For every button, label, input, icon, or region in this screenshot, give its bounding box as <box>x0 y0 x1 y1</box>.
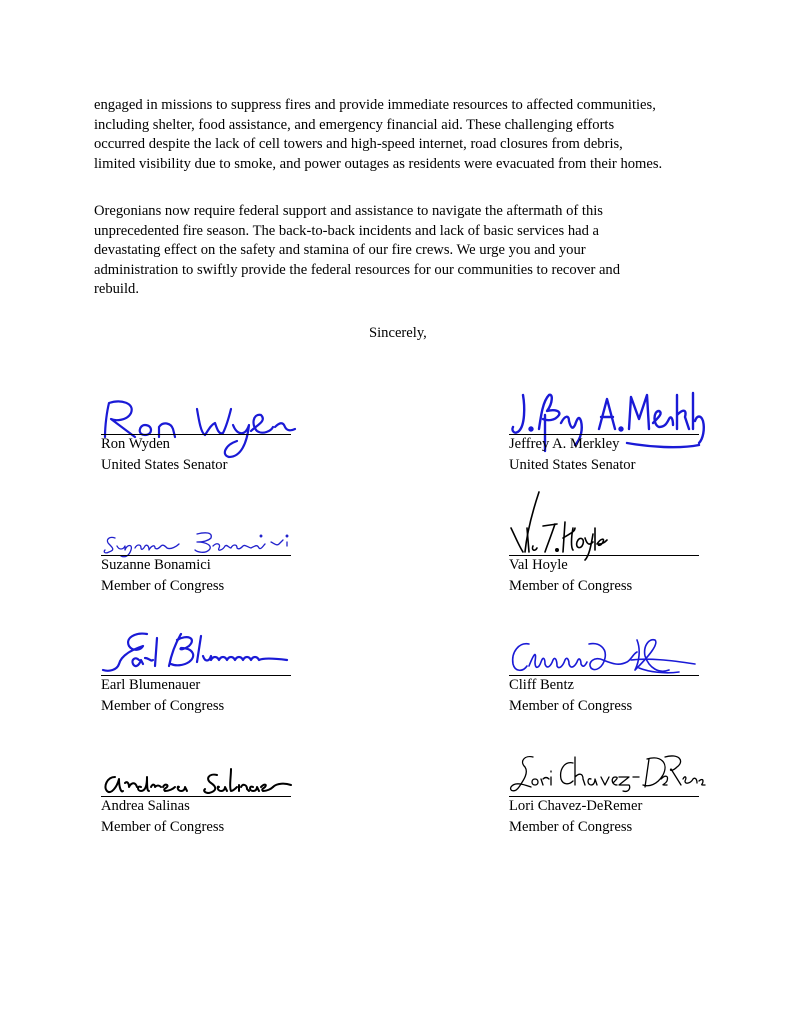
body-paragraph-2 <box>94 202 734 300</box>
text-line: engaged in missions to suppress fires and provide immediate resources to affected communities, <box>94 97 656 113</box>
signatory-title: Member of Congress <box>101 819 225 835</box>
signatory-title: Member of Congress <box>509 698 633 714</box>
text-line: including shelter, food assistance, and emergency financial aid. These challenging efforts <box>94 116 615 133</box>
text-line: devastating effect on the safety and stamina of our fire crews. We urge you and your <box>94 242 586 259</box>
text-line: rebuild. <box>94 281 139 298</box>
text-line: unprecedented fire season. The back-to-back incidents and lack of basic services had a <box>94 222 600 239</box>
text-line: limited visibility due to smoke, and power outages as residents were evacuated from their homes. <box>94 155 663 172</box>
signatory-name: Suzanne Bonamici <box>101 557 211 573</box>
closing: Sincerely, <box>369 325 427 341</box>
text-line: Oregonians now require federal support and assistance to navigate the aftermath of this <box>94 203 603 219</box>
text-line: occurred despite the lack of cell towers and high-speed internet, road closures from debris, <box>94 136 623 153</box>
signatory-title: Member of Congress <box>101 578 225 594</box>
signatory-name: Lori Chavez-DeRemer <box>509 798 643 814</box>
signatory-title: Member of Congress <box>101 698 225 714</box>
signatory-name: Val Hoyle <box>509 557 568 573</box>
body-paragraph-1 <box>94 96 734 174</box>
signatory-name: Jeffrey A. Merkley <box>509 436 620 452</box>
signatory-name: Earl Blumenauer <box>101 677 201 693</box>
signatory-name: Ron Wyden <box>101 436 170 452</box>
signatory-title: Member of Congress <box>509 819 633 835</box>
text-line: administration to swiftly provide the federal resources for our communities to recover and <box>94 261 621 278</box>
signatory-name: Andrea Salinas <box>101 798 190 814</box>
signatory-name: Cliff Bentz <box>509 677 574 693</box>
signatory-title: Member of Congress <box>509 578 633 594</box>
signatory-title: United States Senator <box>101 457 228 473</box>
signatory-title: United States Senator <box>509 457 636 473</box>
